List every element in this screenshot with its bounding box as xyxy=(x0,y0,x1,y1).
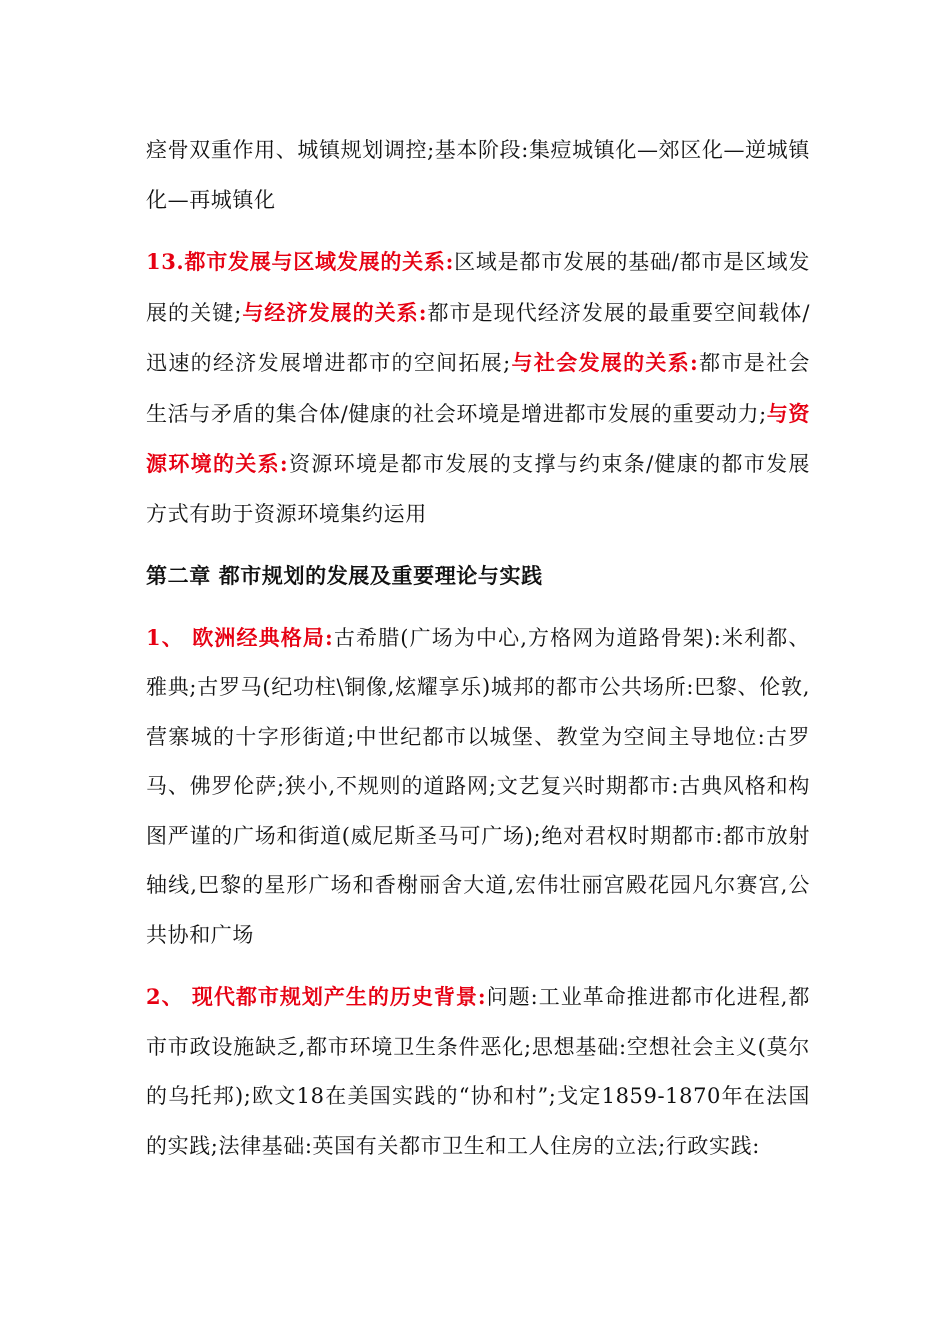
document-page xyxy=(146,126,810,1171)
paragraph-1-text: 痉骨双重作用、城镇规划调控;基本阶段:集痘城镇化—郊区化—逆城镇化—再城镇化 xyxy=(146,138,810,212)
heading-relations-society: 与社会发展的关系: xyxy=(510,350,699,375)
text-society: 都市是社会生活与矛盾的集合体/健康的社会环境是增进都市发展的重要动力; xyxy=(146,351,810,426)
section-2-text: 问题:工业革命推进都市化进程,都市市政设施缺乏,都市环境卫生条件恶化;思想基础:空想社会主义(莫尔的乌托邦);欧文18在美国实践的“协和村”;戈定1859-1870年在法国的实践;法律基础:英国有关都市卫生和工人住房的立法;行政实践: xyxy=(146,985,810,1158)
paragraph-13 xyxy=(146,237,810,539)
text-economy: 都市是现代经济发展的最重要空间载体/迅速的经济发展增进都市的空间拓展; xyxy=(146,300,811,375)
paragraph-1 xyxy=(146,126,810,225)
section-1-title: 1、 欧洲经典格局: xyxy=(146,624,334,650)
section-2-title: 2、 现代都市规划产生的历史背景: xyxy=(146,984,487,1009)
heading-relations-economy: 与经济发展的关系: xyxy=(241,299,428,325)
section-2 xyxy=(146,972,810,1171)
chapter-heading: 第二章 都市规划的发展及重要理论与实践 xyxy=(146,563,543,588)
heading-relations-resources: 与资源环境的关系: xyxy=(146,400,810,476)
text-resources: 资源环境是都市发展的支撑与约束条/健康的都市发展方式有助于资源环境集约运用 xyxy=(146,452,810,526)
section-1-text: 古希腊(广场为中心,方格网为道路骨架):米利都、雅典;古罗马(纪功柱\铜像,炫耀享乐)城邦的都市公共场所:巴黎、伦敦,营寨城的十字形街道;中世纪都市以城堡、教堂为空间主导地位:古罗马、佛罗伦萨;狭小,不规则的道路网;文艺复兴时期都市:古典风格和构图严谨的广场和街道(威尼斯圣马可广场);绝对君权时期都市:都市放射轴线,巴黎的星形广场和香榭丽舍大道,宏伟壮丽宫殿花园凡尔赛宫,公共协和广场 xyxy=(146,625,810,947)
section-1 xyxy=(146,613,810,961)
heading-13-relations-region: 13.都市发展与区域发展的关系: xyxy=(146,249,454,274)
text-13-region: 区域是都市发展的基础/都市是区域发展的关键; xyxy=(146,250,810,325)
